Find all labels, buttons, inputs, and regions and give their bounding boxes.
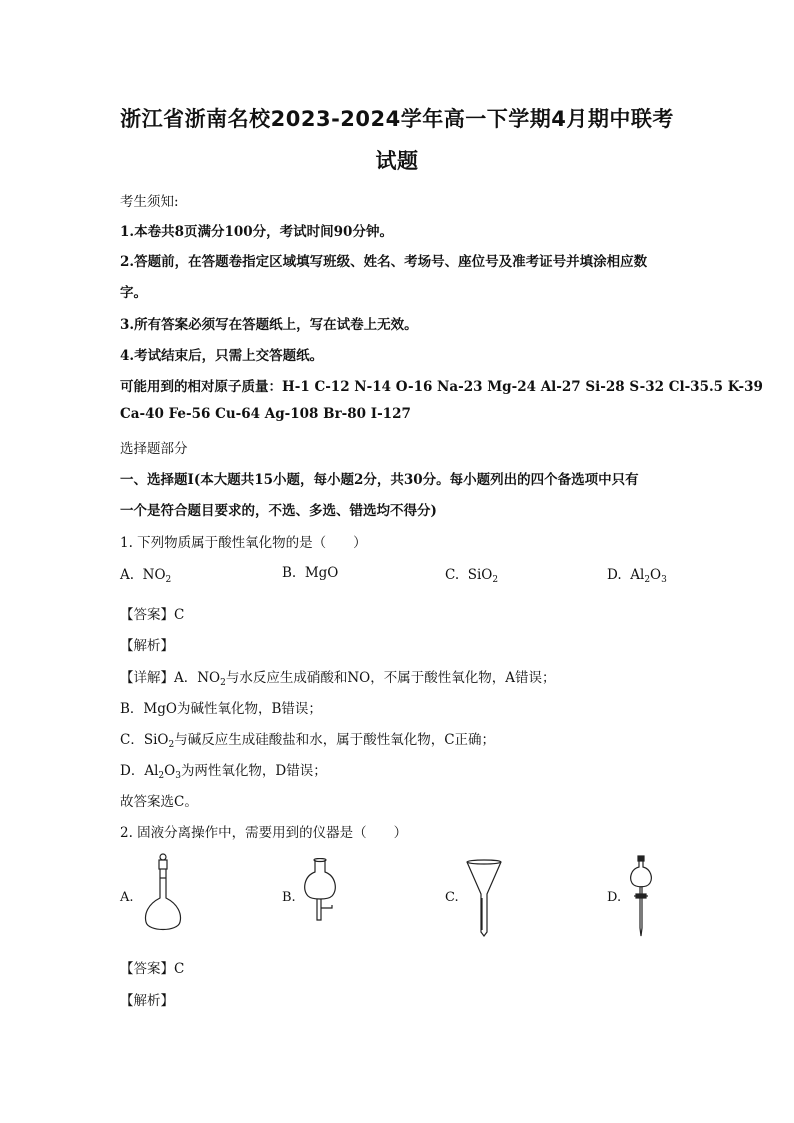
q1-option-d: D. $Al_2O_3$: [607, 567, 667, 585]
option-letter: B.: [282, 565, 297, 581]
notice-item-3: 3.所有答案必须写在答题纸上，写在试卷上无效。: [120, 317, 418, 333]
q1-option-a: A. $NO_2$: [120, 567, 172, 585]
q2-option-d-label: D.: [607, 890, 622, 905]
notice-item-2b: 字。: [120, 285, 147, 301]
section-instructions-2: 一个是符合题目要求的，不选、多选、错选均不得分): [120, 503, 437, 519]
volumetric-flask-icon: [138, 852, 188, 940]
section-label: 选择题部分: [120, 441, 188, 457]
q1-detail-b: B．MgO为碱性氧化物，B错误；: [120, 701, 322, 717]
separatory-funnel-icon: [626, 854, 656, 940]
atomic-mass-line2: Ca-40 Fe-56 Cu-64 Ag-108 Br-80 I-127: [120, 406, 411, 422]
option-letter: A.: [120, 567, 135, 583]
round-bottom-flask-icon: [298, 858, 342, 938]
option-letter: D.: [607, 567, 622, 583]
funnel-icon: [463, 858, 505, 938]
q2-analysis-heading: 【解析】: [120, 993, 174, 1009]
exam-title-line2: 试题: [375, 149, 419, 173]
q1-detail-d: D．$Al_2O_3$为两性氧化物，D错误；: [120, 763, 327, 781]
q2-option-c-label: C.: [445, 890, 459, 905]
exam-title-line1: 浙江省浙南名校2023-2024学年高一下学期4月期中联考: [120, 107, 674, 131]
section-instructions-1: 一、选择题Ⅰ(本大题共15小题，每小题2分，共30分。每小题列出的四个备选项中只有: [120, 472, 639, 488]
q1-option-b: B. MgO: [282, 565, 339, 581]
atomic-mass-line1: 可能用到的相对原子质量：H-1 C-12 N-14 O-16 Na-23 Mg-24 Al-27 Si-28 S-32 Cl-35.5 K-39: [120, 379, 763, 395]
q1-detail-a: 【详解】A．$NO_2$与水反应生成硝酸和NO，不属于酸性氧化物，A错误；: [120, 670, 556, 688]
q2-option-a-label: A.: [120, 890, 134, 905]
q1-stem: 1. 下列物质属于酸性氧化物的是（ ）: [120, 535, 367, 551]
q2-stem: 2. 固液分离操作中，需要用到的仪器是（ ）: [120, 825, 408, 841]
option-letter: C.: [445, 567, 460, 583]
q1-conclusion: 故答案选C。: [120, 794, 198, 810]
q1-detail-c: C．SiO$_2$与碱反应生成硅酸盐和水，属于酸性氧化物，C正确；: [120, 732, 496, 750]
q2-answer: 【答案】C: [120, 961, 185, 977]
notice-heading: 考生须知:: [120, 194, 179, 210]
q1-analysis-heading: 【解析】: [120, 638, 174, 654]
notice-item-1: 1.本卷共8页满分100分，考试时间90分钟。: [120, 224, 393, 240]
q1-option-c: C. SiO$_2$: [445, 567, 499, 585]
q2-option-b-label: B.: [282, 890, 296, 905]
notice-item-2a: 2.答题前，在答题卷指定区域填写班级、姓名、考场号、座位号及准考证号并填涂相应数: [120, 254, 648, 270]
q1-answer: 【答案】C: [120, 607, 185, 623]
notice-item-4: 4.考试结束后，只需上交答题纸。: [120, 348, 324, 364]
